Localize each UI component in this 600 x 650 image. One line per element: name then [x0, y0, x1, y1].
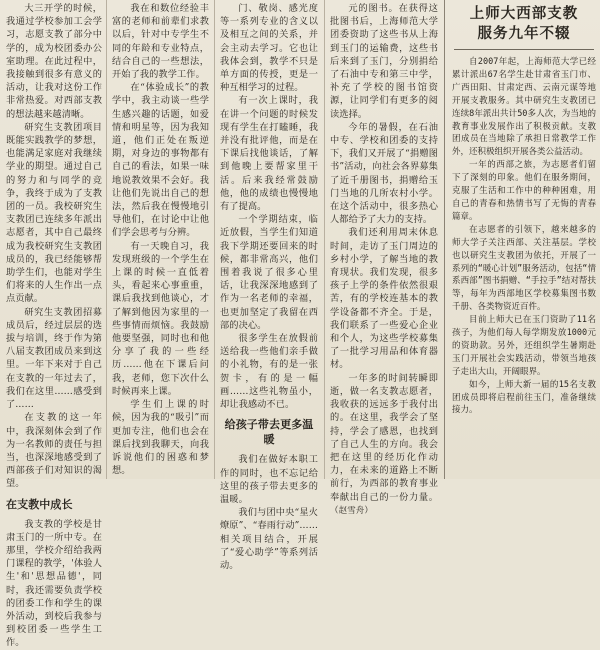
paragraph: 目前上师大已在玉门资助了11名孩子，为他们每人每学期发放1000元的资助款。另外，还组织学生暑期赴玉门开展社会实践活动，带领当地孩子走出大山，开阔眼界。	[452, 315, 596, 377]
sidebar-headline	[450, 4, 598, 44]
headline-line-2: 服务九年不辍	[477, 26, 571, 42]
column-divider	[214, 0, 215, 479]
column-divider	[324, 0, 325, 479]
paragraph: 自2007年起，上海师范大学已经累计派出67名学生赴甘肃省玉门市、广西田阳、甘肃定西、云南元谋等地开展支教服务。其中研究生支教团已连续8年派出共计50多人次，为当地的教育事业发展作出了积极贡献。支教团成员在当地除了承担日常教学工作外，还积极组织开展各类公益活动。	[452, 57, 596, 158]
paragraph: 一年的西部之旅，为志愿者们留下了深刻的印象。他们在服务期间，克服了生活和工作中的种种困难，用自己的青春和热情书写了无悔的青春篇章。	[452, 160, 596, 222]
article-column-2	[112, 2, 209, 477]
paragraph: 很多学生在放假前送给我一些他们亲手做的小礼物，有的是一张贺卡，有的是一幅画……这些礼物虽小，却让我感动不已。	[220, 333, 318, 411]
paragraph: 我们与团中央“星火燎原”、“春雨行动”……相关项目结合，开展了“爱心助学”等系列活动。	[220, 507, 318, 571]
paragraph: 今年的暑假，在石油中专、学校和团委的支持下，我们又开展了“捐赠图书”活动，向社会各界募集了近千册图书，捐赠给玉门当地的几所农村小学。在这个活动中，很多热心人都给予了大力的支持。	[330, 121, 438, 226]
headline-rule	[454, 49, 594, 50]
sidebar-article	[450, 0, 598, 479]
paragraph: 研究生支教团项目既能实践教学的梦想，也能满足家庭对我继续学业的期望。通过自己的努力和与同学的竞争，我终于成为了支教团的一员。我校研究生支教团已连续多年派出志愿者，其中自己最终成为我校研究生支教团成员的，我已经能够帮助学生们，也能对学生们将来的人生作出一点点贡献。	[6, 121, 102, 305]
paragraph: 在支教的这一年中，我深刻体会到了作为一名教师的责任与担当，也深深地感受到了西部孩子们对知识的渴望。	[6, 412, 102, 490]
paragraph	[330, 372, 438, 518]
article-column-1	[6, 2, 102, 649]
paragraph: 我们在做好本职工作的同时，也不忘记给这里的孩子带去更多的温暖。	[220, 454, 318, 505]
paragraph: 一个学期结束，临近放假，当学生们知道我下学期还要回来的时候，都非常高兴，他们围着我说了很多心里话，让我深深地感到了作为一名老师的幸福，也更加坚定了我留在西部的决心。	[220, 214, 318, 331]
paragraph: 研究生支教团招募成员后，经过层层的选拔与培训，终于作为第八届支教团成员来到这里。一年下来对于自己在支教的一年过去了，我们在这里……感受到了……	[6, 306, 102, 411]
paragraph: 学生们上课的时候，因为我的“吸引”而更加专注，他们也会在课后找到我聊天，向我诉说他们的困惑和梦想。	[112, 399, 209, 477]
paragraph: 门、敬岗、感光度等一系列专业的含义以及相互之间的关系，并会主动去学习。它也让我体会到，教学不只是单方面的传授，更是一种互相学习的过程。	[220, 3, 318, 94]
paragraph: 有一次上课时，我在讲一个问题的时候发现有学生在打瞌睡，我并没有批评他，而是在下课后找他谈话，了解到他晚上要帮家里干活。后来我经常鼓励他，他的成绩也慢慢地有了提高。	[220, 95, 318, 213]
paragraph: 元的图书。在获得这批图书后，上海师范大学团委资助了这些书从上海到玉门的运输费，这些书后来到了玉门，分别捐给了石油中专和第三中学，补充了学校的图书馆资源，让同学们有更多的阅读选择。	[330, 3, 438, 120]
paragraph: 我支教的学校是甘肃玉门的一所中专。在那里，学校介绍给我两门课程的教学，'体验人生'和'思想品德'，同时，我还需要负责学校的团委工作和学生的课外活动，到校后我参与到校团委一些学生工作。	[6, 518, 102, 649]
paragraph: 在志愿者的引领下，越来越多的师大学子关注西部、关注基层。学校也以研究生支教团为依托，开展了一系列的“暖心计划”服务活动，包括“情系西部”图书捐赠、“手拉手”结对帮扶等，每年为西部地区学校募集图书数千册、各类物资近百件。	[452, 224, 596, 313]
paragraph: 我在和数位经验丰富的老师和前辈们求教以后，针对中专学生不同的年龄和专业特点，结合自己的一些想法，开始了我的教学工作。	[112, 3, 209, 81]
section-subhead: 给孩子带去更多温暖	[224, 418, 314, 447]
paragraph: 在“体验成长”的教学中，我主动谈一些学生感兴趣的话题，如爱情和明星等，因为我知道，他们正处在叛逆期，对身边的事物都有自己的看法，如果一味地说教效果不会好。我让他们先说出自己的想法，然后我在慢慢地引导他们，在讨论中让他们学会思考与分辨。	[112, 82, 209, 239]
headline-line-1: 上师大西部支教	[469, 6, 579, 22]
paragraph: 如今，上师大新一届的15名支教团成员即将启程前往玉门，准备继续接力。	[452, 379, 596, 416]
column-divider	[106, 0, 107, 479]
sidebar-body	[450, 56, 598, 417]
paragraph: 我们还利用周末休息时间，走访了玉门周边的乡村小学，了解当地的教育现状。我们发现，很多孩子上学的条件依然很艰苦，有的学校连基本的教学设备都不齐全。于是，我们联系了一些爱心企业和个人，为这些学校募集了一批学习用品和体育器材。	[330, 227, 438, 371]
paragraph: 有一天晚自习，我发现班级的一个学生在上课的时候一直低着头，看起来心事重重，课后我找到他谈心，才了解到他因为家里的一些事情而烦恼。我鼓励他要坚强，同时也和他分享了我的一些经历……他在下课后问我，老师，您下次什么时候再来上课。	[112, 240, 209, 397]
section-subhead: 在支教中成长	[6, 497, 73, 511]
article-column-3	[220, 2, 318, 571]
paragraph-text: 一年多的时间转瞬即逝，做一名支教志愿者，我收获的远远多于我付出的。在这里，我学会了坚持，学会了感恩，也找到了自己人生的方向。我会把在这里的经历化作动力，在未来的道路上不断前行，为西部的教育事业奉献出自己的一份力量。	[330, 372, 438, 503]
author-byline: （赵雪舟）	[330, 505, 374, 516]
sidebar-divider	[444, 0, 445, 479]
paragraph: 大三开学的时候，我通过学校参加工会学习，志愿支教了部分中学的，成为校团委办公室助理。在此过程中，我接触到很多有意义的活动，让我对这份工作非常热爱。对西部支教的想法越来越清晰。	[6, 3, 102, 120]
article-column-4	[330, 2, 438, 516]
